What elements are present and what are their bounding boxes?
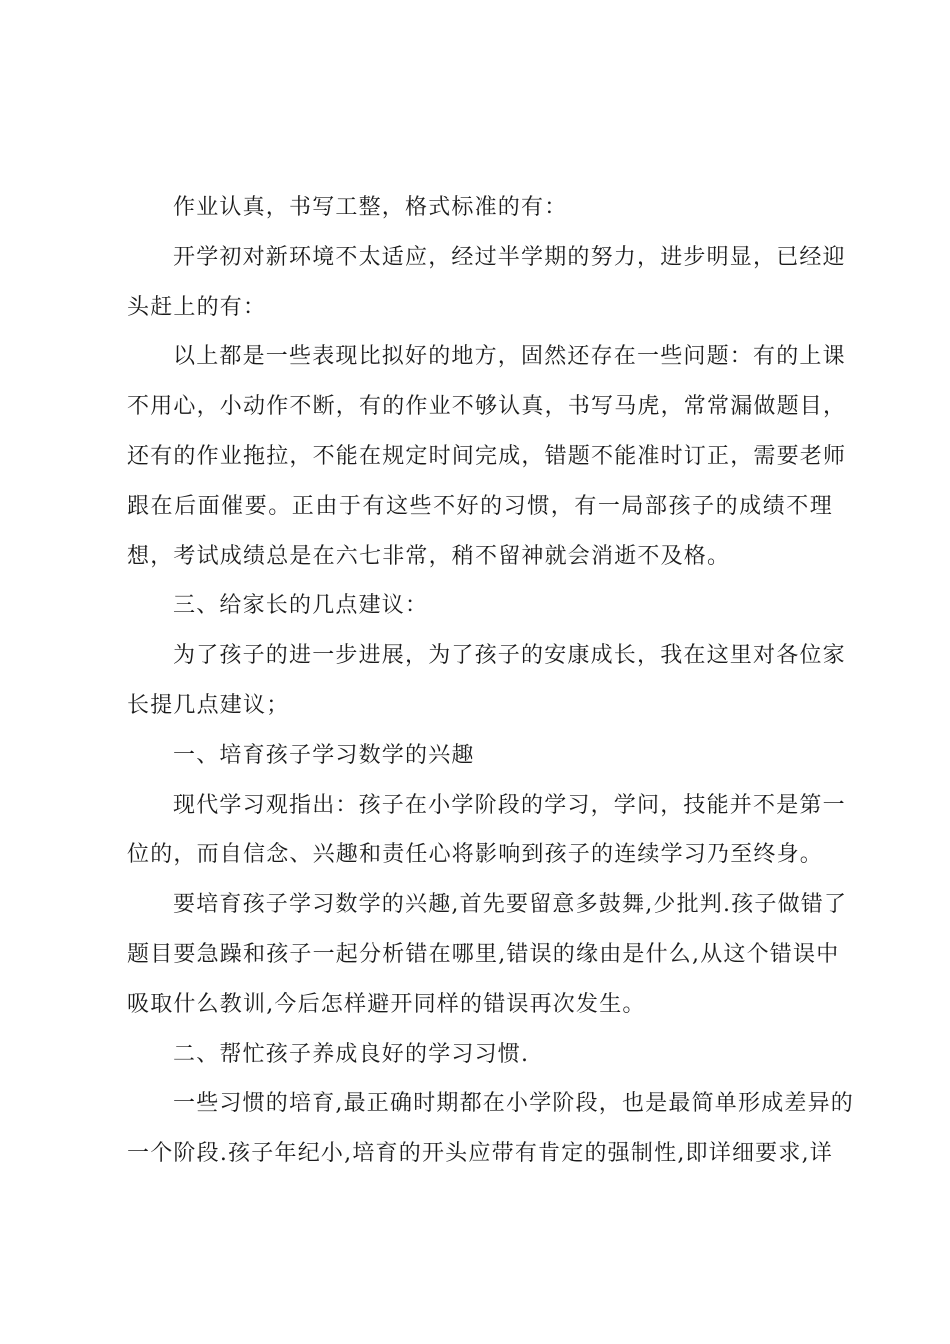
section-heading: 一、培育孩子学习数学的兴趣 — [173, 742, 475, 768]
text-line: 题目要急躁和孩子一起分析错在哪里,错误的缘由是什么,从这个错误中 — [127, 941, 840, 967]
text-line: 为了孩子的进一步进展，为了孩子的安康成长，我在这里对各位家 — [173, 643, 846, 669]
text-line: 以上都是一些表现比拟好的地方，固然还存在一些问题：有的上课 — [173, 344, 846, 370]
text-line: 作业认真，书写工整，格式标准的有： — [173, 195, 568, 220]
section-heading: 二、帮忙孩子养成良好的学习习惯. — [173, 1041, 530, 1067]
text-line: 一些习惯的培育,最正确时期都在小学阶段，也是最简单形成差异的 — [173, 1091, 854, 1117]
paragraph — [127, 781, 846, 881]
paragraph — [127, 731, 833, 781]
text-line: 头赶上的有： — [127, 294, 267, 320]
section-heading: 三、给家长的几点建议： — [173, 593, 429, 619]
text-line: 长提几点建议； — [127, 692, 290, 718]
text-line: 跟在后面催要。正由于有这些不好的习惯，有一局部孩子的成绩不理 — [127, 493, 833, 519]
text-line: 吸取什么教训,今后怎样避开同样的错误再次发生。 — [127, 991, 646, 1017]
paragraph — [127, 581, 833, 631]
paragraph — [127, 880, 848, 1029]
text-line: 想，考试成绩总是在六七非常，稍不留神就会消逝不及格。 — [127, 543, 731, 569]
text-line: 不用心，小动作不断，有的作业不够认真，书写马虎，常常漏做题目， — [127, 394, 847, 420]
document-body — [127, 183, 854, 1179]
paragraph — [127, 332, 847, 581]
text-line: 还有的作业拖拉，不能在规定时间完成，错题不能准时订正，需要老师 — [127, 443, 847, 469]
paragraph — [127, 1079, 854, 1179]
text-line: 要培育孩子学习数学的兴趣,首先要留意多鼓舞,少批判.孩子做错了 — [173, 892, 848, 918]
paragraph — [127, 631, 846, 731]
paragraph — [127, 1030, 833, 1080]
text-line: 位的，而自信念、兴趣和责任心将影响到孩子的连续学习乃至终身。 — [127, 842, 824, 868]
paragraph — [127, 183, 833, 233]
text-line: 一个阶段.孩子年纪小,培育的开头应带有肯定的强制性,即详细要求,详 — [127, 1141, 833, 1167]
paragraph — [127, 233, 846, 333]
text-line: 开学初对新环境不太适应，经过半学期的努力，进步明显，已经迎 — [173, 244, 846, 270]
text-line: 现代学习观指出：孩子在小学阶段的学习，学问，技能并不是第一 — [173, 792, 846, 818]
